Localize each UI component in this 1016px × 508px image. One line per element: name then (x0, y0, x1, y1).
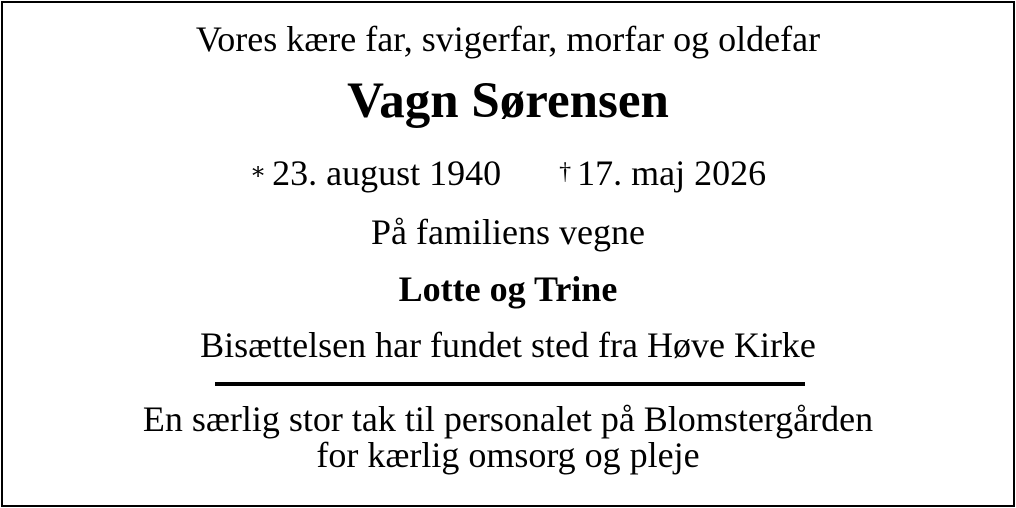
deceased-name: Vagn Sørensen (347, 73, 669, 129)
obituary-notice (1, 1, 1015, 507)
thanks-line-2: for kærlig omsorg og pleje (316, 435, 700, 475)
death-cross-icon: † (559, 159, 572, 185)
death-date: 17. maj 2026 (577, 153, 767, 193)
intro-line: Vores kære far, svigerfar, morfar og oldefar (195, 19, 821, 59)
funeral-info: Bisættelsen har fundet sted fra Høve Kirke (200, 325, 816, 365)
family-line: På familiens vegne (371, 212, 645, 252)
life-dates (3, 155, 1013, 191)
divider-rule (215, 382, 805, 386)
birth-star-icon: ∗ (249, 159, 267, 185)
birth-date-group (250, 155, 501, 191)
birth-date: 23. august 1940 (272, 153, 502, 193)
thanks-line-1: En særlig stor tak til personalet på Blomstergården (142, 399, 874, 439)
signers: Lotte og Trine (398, 269, 618, 309)
death-date-group (559, 155, 766, 191)
